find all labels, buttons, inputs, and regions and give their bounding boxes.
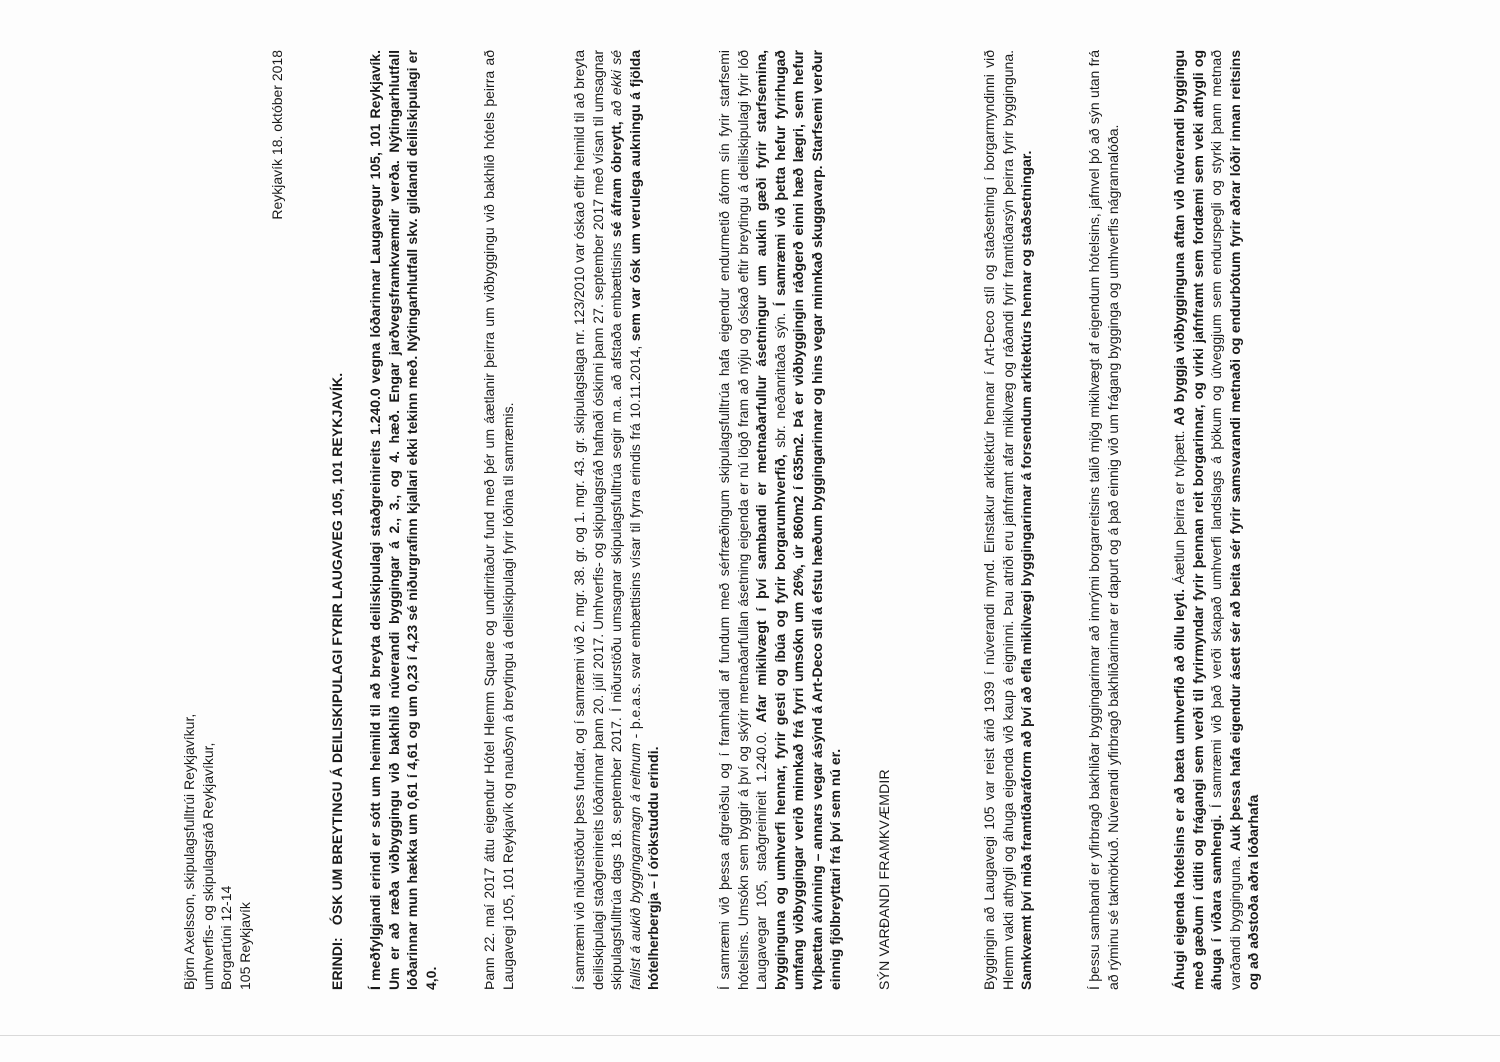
paragraph-1: Í meðfylgjandi erindi er sótt um heimild til að breyta deiliskipulagi staðgreinireits 1.240.0 vegna lóðarinnar Laugavegur 105, 101 Reykjavík. Um er að ræða viðbyggingu við bakhlið núverandi byggingar á 2., 3., og 4. hæð. Engar jarðvegsframkvæmdir verða. Nýtingarhlutfall lóðarinnar mun hækka um 0,61 í 4,61 og um 0,23 í 4,23 sé niðurgrafinn kjallari ekki tekinn með. Nýtingarhlutfall skv. gildandi deiliskipulagi er 4,0. <box>367 50 439 990</box>
text-run: sbr. neðanritaða sýn. <box>771 306 788 455</box>
section-heading: SÝN VARÐANDI FRAMKVÆMDIR <box>876 769 892 990</box>
bold-run: Auk þessa hafa eigendur ásett sér að beita sér fyrir samsvarandi metnaði og endurbótum fyrir aðrar lóðir innan reitsins og að aðstoða aðra lóðarhafa <box>1226 50 1261 990</box>
bold-run: sé áfram óbreytt, <box>608 121 624 238</box>
letter-date: Reykjavík 18. október 2018 <box>269 50 285 220</box>
subject-line <box>328 50 347 990</box>
bold-run: Samkvæmt því miða framtíðaráform að því að efla mikilvægi byggingarinnar á forsendum arkitektúrs hennar og staðsetningar. <box>1018 150 1034 990</box>
text-run: Í samræmi við það verði skapað umhverfi landslags á þökum og útveggjum sem endurspegli og styrki þann metnað varðandi bygginguna. <box>1208 50 1243 990</box>
paragraph-6: Í þessu sambandi er yfirbragð bakhliðar byggingarinnar að innrými borgarreitsins talið mjög mikilvægt af eigendum hótelsins, jafnvel þó að sýn utan frá að rýminu sé takmörkuð. Núverandi yfirbragð bakhliðarinnar er dapurt og á það einnig við um frágang bygginga og umhverfis nágrannalóða. <box>1086 50 1121 990</box>
bold-run: sem var ósk um verulega aukningu á fjölda hótelherbergja – í órökstuddu erindi. <box>626 49 661 990</box>
address-line: Björn Axelsson, skipulagsfulltrúi Reykjavíkur, <box>181 713 197 990</box>
paragraph-4 <box>715 50 845 990</box>
bold-run: Afar mikilvægt í því sambandi er metnaðarfullur ásetningur um aukin gæði fyrir starfsemina, bygginguna og umhverfi hennar, fyrir gesti og íbúa og fyrir borgarumhverfið, <box>753 50 788 990</box>
italic-run: að ekki sé fallist á aukið byggingarmagn á reitnum <box>608 50 643 990</box>
subject-text: ÓSK UM BREYTINGU Á DEILISKIPULAGI FYRIR LAUGAVEG 105, 101 REYKJAVÍK. <box>329 372 345 926</box>
address-line: 105 Reykjavík <box>236 902 253 990</box>
bold-run: Að byggja viðbygginguna aftan við núverandi byggingu með gæðum í útliti og frágangi sem verði til fyrirmyndar fyrir þennan reit borgarinnar, og virki jafnframt sem fordæmi sem veki athygli og áhuga í víðara samhengi. <box>1171 49 1224 990</box>
recipient-address <box>180 470 254 990</box>
paragraph-2: Þann 22. maí 2017 áttu eigendur Hótel Hlemm Square og undirritaður fund með þér um áætlanir þeirra um viðbyggingu við bakhlið hótels þeirra að Laugavegi 105, 101 Reykjavík og nauðsyn á breytingu á deiliskipulagi fyrir lóðina til samræmis. <box>481 50 516 990</box>
bold-run: Í samræmi við þetta hefur fyrirhugað umfang viðbyggingar verið minnkað frá fyrri umsókn um 26%, úr 860m2 í 635m2. Þá er viðbyggingin ráðgerð einni hæð lægri, sem hefur tvíþættan ávinning – annars vegar ásýnd á Art-Deco stíl á efstu hæðum byggingarinnar og hins vegar minnkað skuggavarp. Starfsemi verður einnig fjölbreyttari frá því sem nú er. <box>771 50 843 990</box>
rotated-letter-page <box>180 50 1320 990</box>
paragraph-7 <box>1170 50 1263 990</box>
paragraph-5 <box>980 50 1036 990</box>
text-run: Í samræmi við niðurstöður þess fundar, og í samræmi við 2. mgr. 38. gr. og 1. mgr. 43. gr. skipulagslaga nr. 123/2010 var óskað eftir heimild til að breyta deiliskipulagi staðgreinireits lóðarinnar þann 20. júlí 2017. Umhverfis- og skipulagsráð hafnaði óskinni þann 27. september 2017 með vísan til umsagnar skipulagsfulltrúa dags 18. september 2017. Í niðurstöðu umsagnar skipulagsfulltrúa segir m.a. að afstaða embættisins <box>571 50 624 990</box>
scan-edge-line <box>0 1035 1500 1036</box>
bold-run: Áhugi eigenda hótelsins er að bæta umhverfið að öllu leyti. <box>1171 588 1187 990</box>
address-line: umhverfis- og skipulagsráð Reykjavíkur, <box>199 742 216 990</box>
text-run: Í samræmi við þessa afgreiðslu og í framhaldi af fundum með sérfræðingum skipulagsfulltrúa hafa eigendur endurmetið áform sín fyrir starfsemi hótelsins. Umsókn sem byggir á því og skýrir metnaðarfullan ásetning eigenda er nú lögð fram að nýju og óskað eftir breytingu á deiliskipulagi fyrir lóð Laugavegar 105, staðgreinireit 1.240.0. <box>716 50 769 990</box>
text-run: Áætlun þeirra er tvíþætt. <box>1171 425 1187 589</box>
subject-label: ERINDI: <box>329 937 345 990</box>
text-run: Byggingin að Laugavegi 105 var reist árið 1939 í núverandi mynd. Einstakur arkitektúr hennar í Art-Deco stíl og staðsetning í borgarmyndinni við Hlemm vakti athygli og áhuga eigenda við kaup á eigninni. Þau atriði eru jafnframt afar mikilvæg og ráðandi fyrir framtíðarsýn þeirra fyrir bygginguna. <box>981 50 1016 990</box>
paragraph-3 <box>570 50 663 990</box>
text-run: - þ.e.a.s. svar embættisins vísar til fyrra erindis frá 10.11.2014, <box>626 341 643 743</box>
address-line: Borgartúni 12-14 <box>218 885 234 990</box>
